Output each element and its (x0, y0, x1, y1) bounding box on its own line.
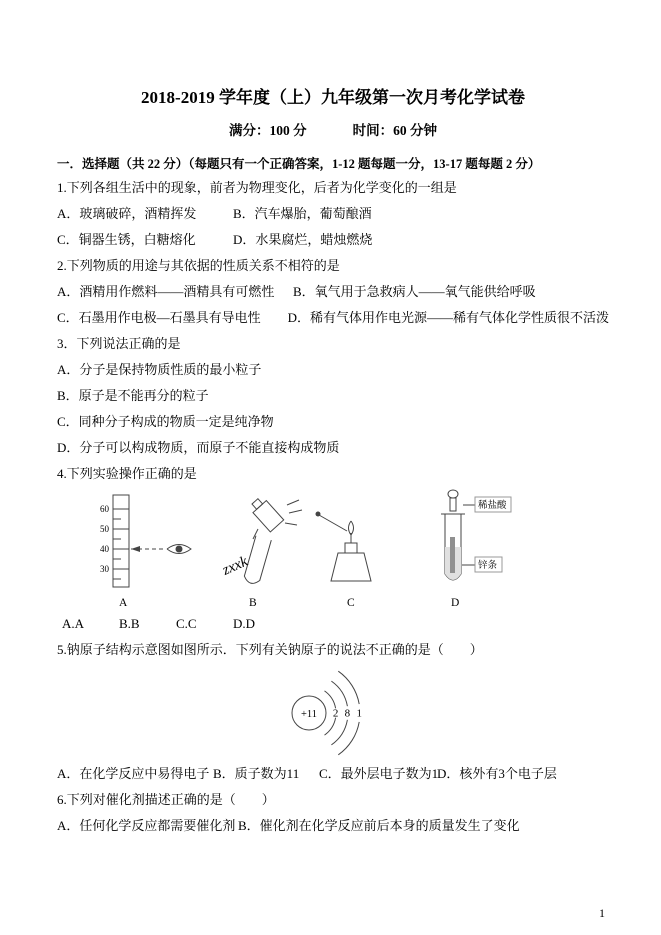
q4-answer-d: D.D (233, 616, 256, 631)
q1-option-d: D．水果腐烂，蜡烛燃烧 (233, 232, 373, 247)
shell-electrons-1: 2 (332, 707, 339, 720)
exam-title: 2018-2019 学年度（上）九年级第一次月考化学试卷 (141, 88, 525, 107)
question-4-stem: 4.下列实验操作正确的是 (57, 466, 197, 481)
q3-option-b: B．原子是不能再分的粒子 (57, 388, 209, 403)
q3-option-c: C．同种分子构成的物质一定是纯净物 (57, 414, 274, 429)
q3-option-d: D．分子可以构成物质，而原子不能直接构成物质 (57, 440, 340, 455)
page-number: 1 (599, 906, 605, 920)
q1-option-a: A．玻璃破碎，酒精挥发 (57, 206, 197, 221)
apparatus-letter-a: A (119, 597, 128, 609)
zinc-label: 锌条 (478, 561, 498, 571)
shell-electrons-3: 1 (356, 707, 362, 720)
watermark-text: zxxk (220, 553, 251, 579)
question-2-stem: 2.下列物质的用途与其依据的性质关系不相符的是 (57, 258, 340, 273)
eye-icon (131, 545, 191, 554)
question-5 (57, 637, 609, 787)
question-6-stem: 6.下列对催化剂描述正确的是（ ） (57, 792, 275, 807)
question-4-answer-row (57, 611, 609, 637)
shell-electrons-2: 8 (344, 707, 351, 720)
q4-answer-a: A.A (62, 616, 85, 631)
q6-option-a: A．任何化学反应都需要催化剂 (57, 818, 236, 833)
alcohol-lamp-figure (316, 512, 372, 582)
question-4 (57, 461, 609, 637)
q2-option-d: D．稀有气体用作电光源——稀有气体化学性质很不活泼 (287, 310, 609, 325)
sodium-atom-diagram (269, 665, 399, 761)
q5-option-c: C．最外层电子数为1 (319, 766, 439, 781)
reagent-label: 稀盐酸 (478, 501, 507, 511)
electron-shell-arcs (325, 671, 360, 755)
q2-option-b: B．氧气用于急救病人——氧气能供给呼吸 (293, 284, 536, 299)
apparatus-letter-d: D (451, 597, 460, 609)
nucleus-charge: +11 (300, 709, 318, 720)
question-3-stem: 3．下列说法正确的是 (57, 336, 181, 351)
pouring-liquid-figure (243, 495, 302, 585)
q1-option-c: C．铜器生锈，白糖熔化 (57, 232, 196, 247)
scale-tick-30: 30 (100, 564, 109, 574)
scale-tick-40: 40 (100, 544, 109, 554)
q2-option-c: C．石墨用作电极—石墨具有导电性 (57, 310, 261, 325)
q5-option-d: D．核外有3个电子层 (437, 766, 557, 781)
question-5-options-row (57, 761, 609, 787)
q1-option-b: B．汽车爆胎，葡萄酿酒 (233, 206, 372, 221)
q5-option-b: B．质子数为11 (213, 766, 300, 781)
question-1-options-row-2 (57, 227, 609, 253)
question-2-options-row-1 (57, 279, 609, 305)
exam-meta (57, 121, 609, 141)
question-6 (57, 787, 609, 839)
duration-label: 时间：60 分钟 (352, 123, 437, 138)
question-2-options-row-2 (57, 305, 609, 331)
apparatus-letter-c: C (347, 597, 355, 609)
question-1 (57, 175, 609, 253)
question-1-stem: 1.下列各组生活中的现象，前者为物理变化，后者为化学变化的一组是 (57, 180, 457, 195)
section-heading: 一．选择题（共 22 分）（每题只有一个正确答案，1-12 题每题一分，13-17 题每题 2 分） (57, 157, 541, 171)
q3-option-a: A．分子是保持物质性质的最小粒子 (57, 362, 262, 377)
q6-option-b: B．催化剂在化学反应前后本身的质量发生了变化 (238, 818, 520, 833)
question-1-options-row-1 (57, 201, 609, 227)
question-2 (57, 253, 609, 331)
full-score-label: 满分：100 分 (229, 123, 307, 138)
q5-option-a: A．在化学反应中易得电子 (57, 766, 210, 781)
q4-answer-b: B.B (119, 616, 140, 631)
q4-answer-c: C.C (176, 616, 197, 631)
question-5-stem: 5.钠原子结构示意图如图所示．下列有关钠原子的说法不正确的是（ ） (57, 642, 483, 657)
q2-option-a: A．酒精用作燃料——酒精具有可燃性 (57, 284, 275, 299)
question-6-options-row (57, 813, 609, 839)
apparatus-letter-b: B (249, 597, 257, 609)
measuring-scale-figure (113, 495, 129, 587)
scale-tick-60: 60 (100, 504, 109, 514)
question-3 (57, 331, 609, 461)
question-4-figure (79, 489, 549, 611)
scale-tick-50: 50 (100, 524, 109, 534)
